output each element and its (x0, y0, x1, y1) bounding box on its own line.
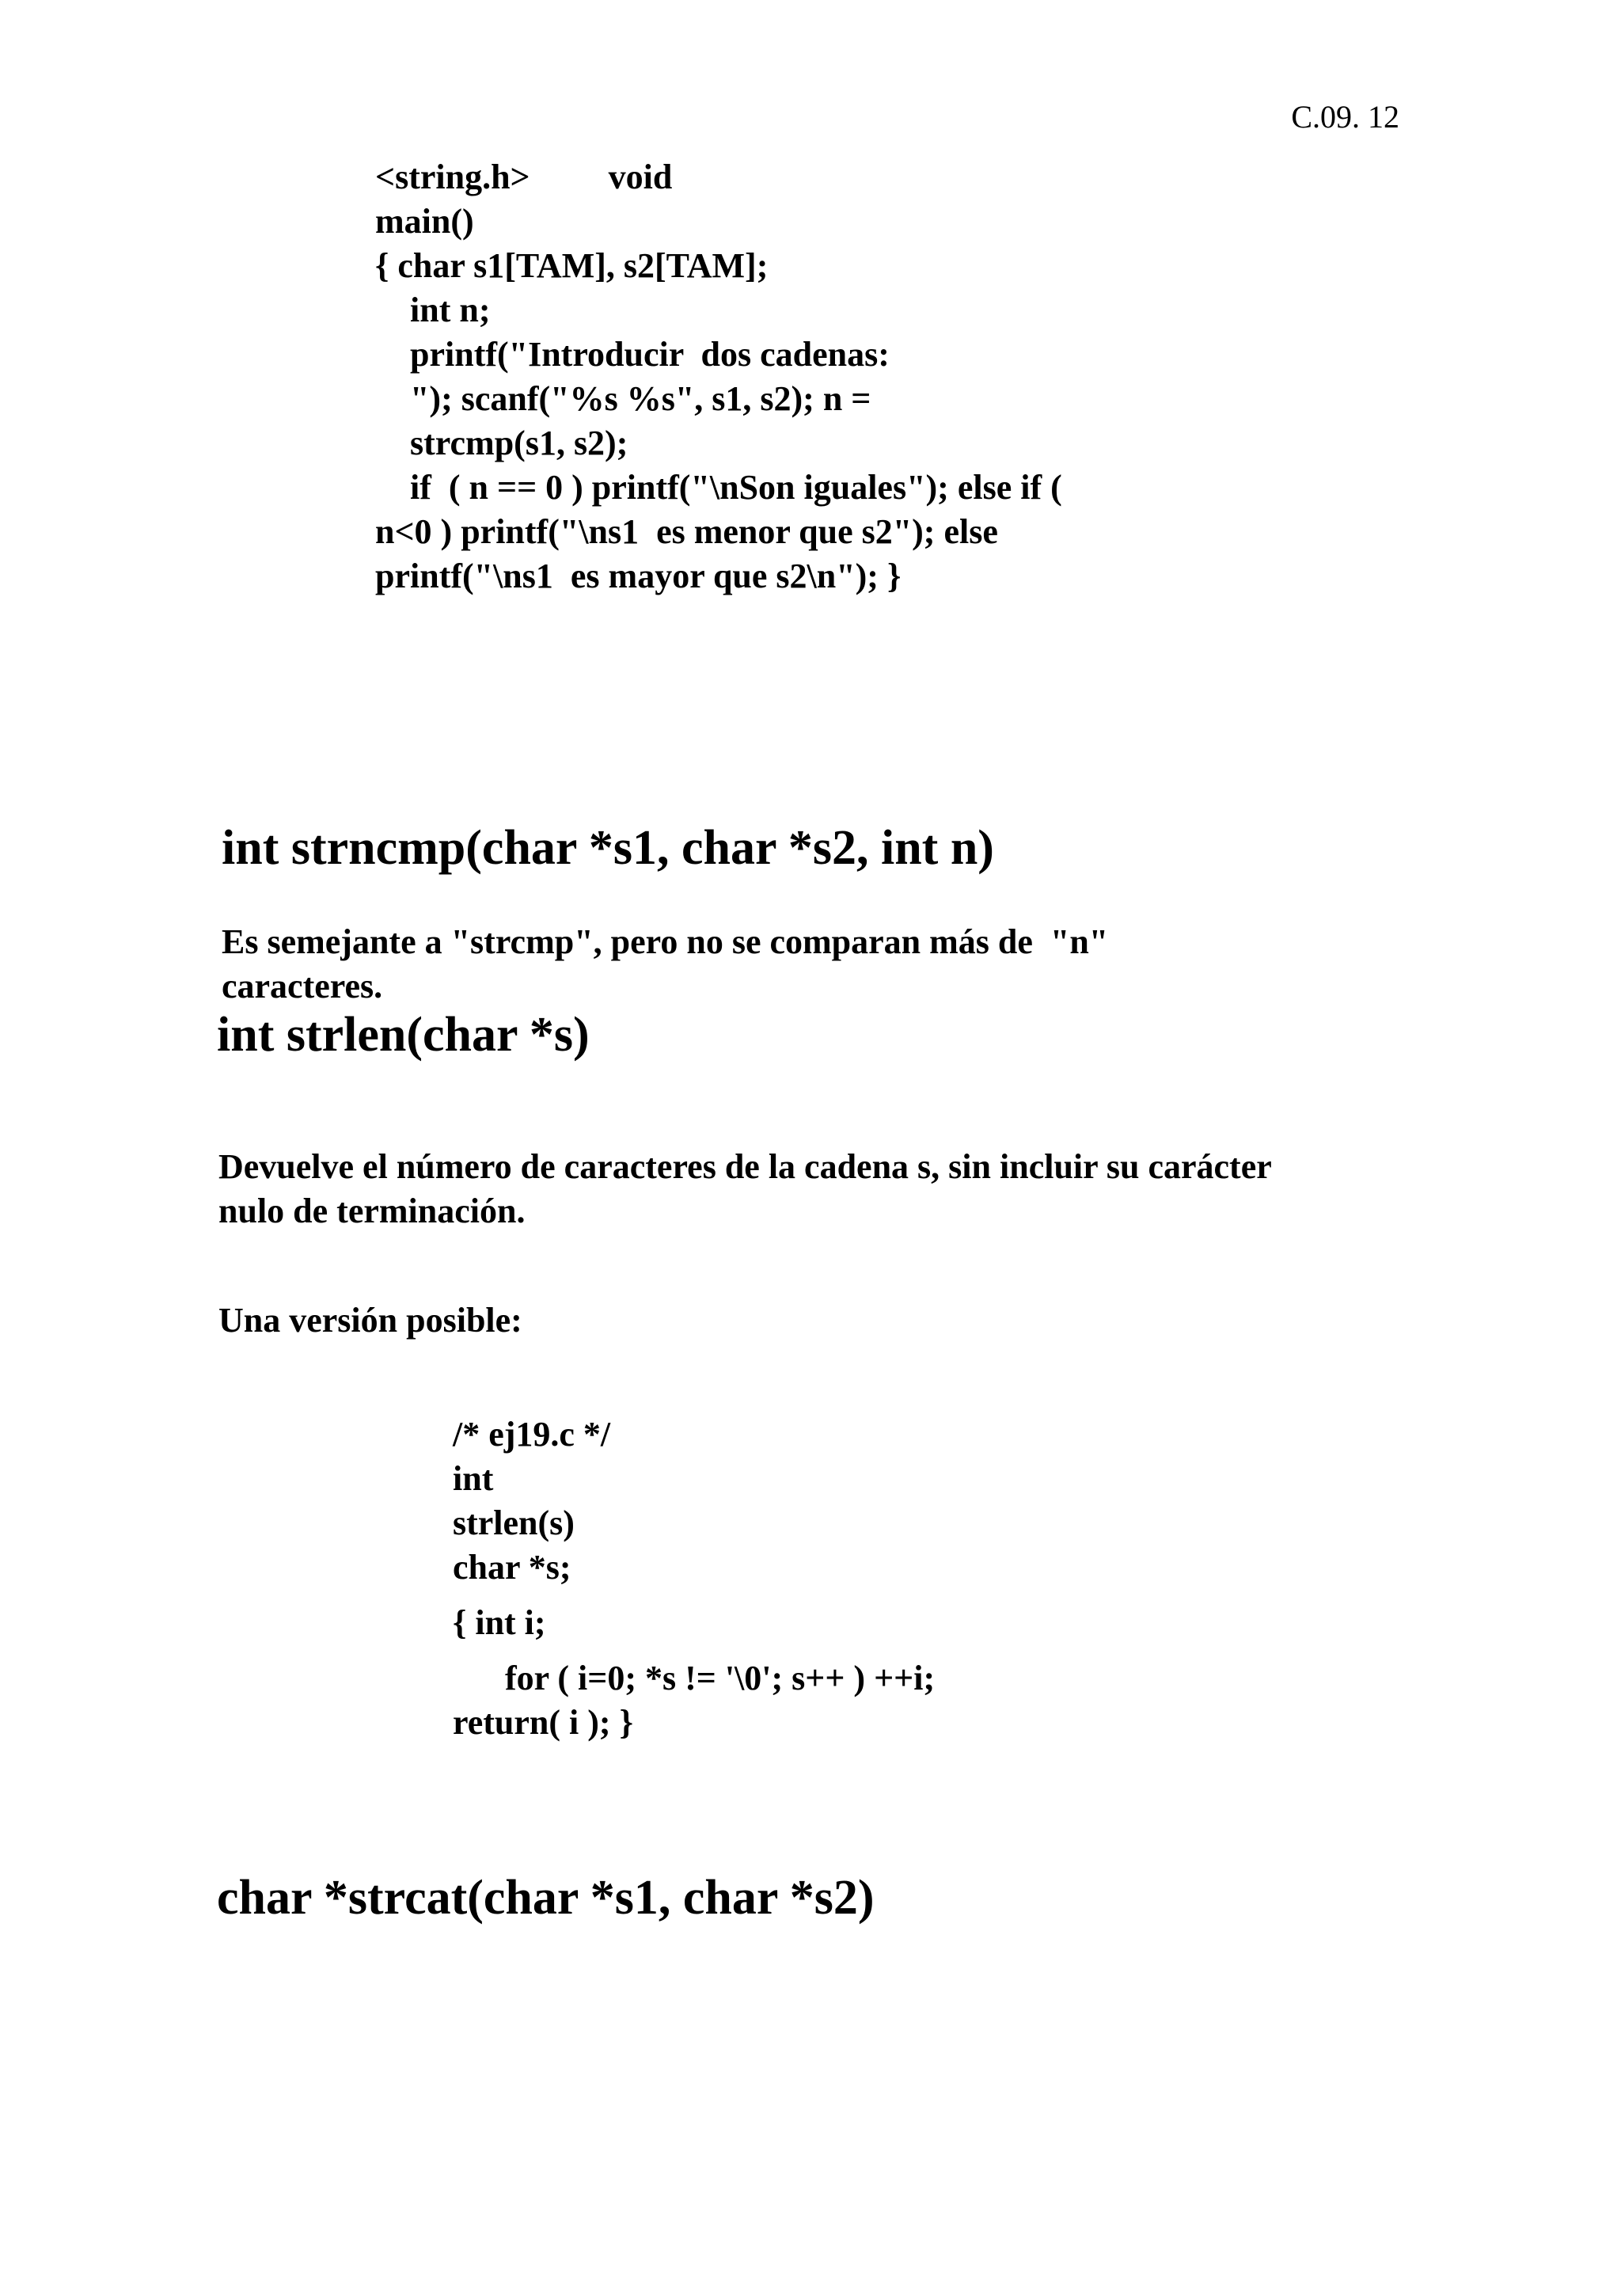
code-line: n<0 ) printf("\ns1 es menor que s2"); else (375, 512, 998, 551)
strlen-intro: Una versión posible: (218, 1301, 522, 1340)
strncmp-heading: int strncmp(char *s1, char *s2, int n) (222, 821, 994, 875)
code-line: "); scanf("%s %s", s1, s2); n = (375, 379, 871, 418)
code-line: int (453, 1459, 494, 1498)
code-line: strcmp(s1, s2); (375, 424, 628, 462)
code-line: /* ej19.c */ (453, 1415, 611, 1454)
code-line: if ( n == 0 ) printf("\nSon iguales"); else if ( (375, 468, 1062, 507)
code-line: for ( i=0; *s != '\0'; s++ ) ++i; (453, 1659, 936, 1697)
code-line: { int i; (453, 1603, 546, 1642)
description-line: nulo de terminación. (218, 1192, 526, 1230)
strlen-heading: int strlen(char *s) (217, 1008, 590, 1062)
code-line: <string.h> void (375, 158, 673, 196)
description-line: caracteres. (222, 967, 383, 1005)
code-line: strlen(s) (453, 1503, 575, 1542)
strcat-heading: char *strcat(char *s1, char *s2) (217, 1871, 875, 1925)
code-line: { char s1[TAM], s2[TAM]; (375, 246, 769, 285)
code-line: char *s; (453, 1548, 571, 1587)
description-line: Es semejante a "strcmp", pero no se comparan más de "n" (222, 922, 1109, 961)
code-line: printf("Introducir dos cadenas: (375, 335, 890, 374)
page-number: C.09. 12 (1291, 99, 1399, 135)
code-line: int n; (375, 291, 491, 329)
description-line: Devuelve el número de caracteres de la cadena s, sin incluir su carácter (218, 1147, 1272, 1186)
code-line: main() (375, 202, 474, 241)
code-line: return( i ); } (453, 1703, 633, 1742)
code-line: printf("\ns1 es mayor que s2\n"); } (375, 557, 902, 595)
